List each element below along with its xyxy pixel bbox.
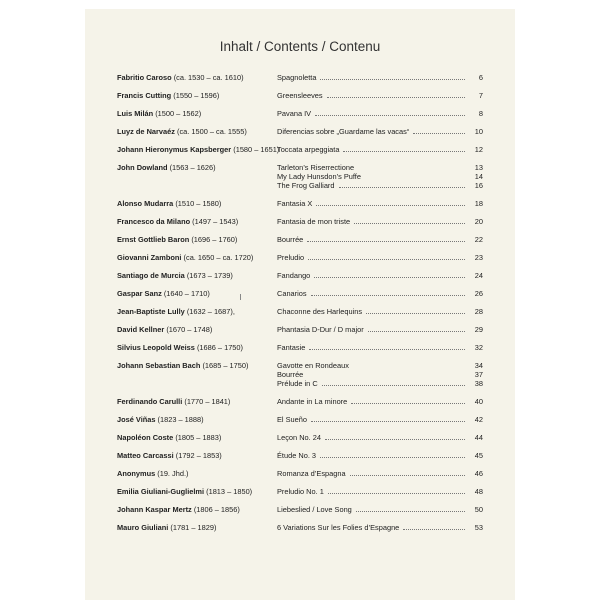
- composer-dates: (1632 – 1687),: [186, 307, 235, 316]
- piece-title: Liebeslied / Love Song: [277, 505, 352, 514]
- composer: [117, 523, 216, 533]
- piece-line: [277, 271, 483, 281]
- dot-leader: [328, 487, 465, 494]
- composer-name: Luis Milán: [117, 109, 154, 118]
- page-number: 18: [474, 199, 483, 208]
- piece-title: Bourrée: [277, 370, 304, 380]
- dot-leader: [351, 397, 465, 404]
- composer: [117, 91, 219, 101]
- composer-dates: (1673 – 1739): [186, 271, 233, 280]
- piece-line: [277, 433, 483, 443]
- composer-name: José Viñas: [117, 415, 156, 424]
- page-number: 28: [474, 307, 483, 316]
- composer-name: Ferdinando Carulli: [117, 397, 183, 406]
- piece-title: Toccata arpeggiata: [277, 145, 340, 154]
- piece-title: Canarios: [277, 289, 307, 298]
- table-of-contents: [85, 9, 515, 600]
- composer-dates: (1792 – 1853): [175, 451, 222, 460]
- composer: [117, 289, 210, 299]
- dot-leader: [315, 109, 465, 116]
- page-number: 40: [474, 397, 483, 406]
- page-number: 7: [478, 91, 483, 100]
- composer-dates: (1550 – 1596): [173, 91, 220, 100]
- composer: [117, 109, 201, 119]
- composer-dates: (1806 – 1856): [193, 505, 240, 514]
- composer: [117, 397, 230, 407]
- dot-leader: [320, 451, 465, 458]
- composer-dates: (1813 – 1850): [206, 487, 253, 496]
- book-page: [85, 9, 515, 600]
- dot-leader: [365, 173, 465, 179]
- composer: [117, 451, 222, 461]
- composer-name: Francis Cutting: [117, 91, 172, 100]
- composer-name: Luyz de Narvaéz: [117, 127, 175, 136]
- composer-name: Francesco da Milano: [117, 217, 191, 226]
- composer-name: Napoléon Coste: [117, 433, 174, 442]
- composer-name: Emilia Giuliani-Guglielmi: [117, 487, 205, 496]
- dot-leader: [356, 505, 465, 512]
- dot-leader: [327, 91, 465, 98]
- piece-line: [277, 469, 483, 479]
- margin-mark: [240, 294, 241, 300]
- page-number: 14: [474, 172, 483, 182]
- page-number: 8: [478, 109, 483, 118]
- piece-line: [277, 199, 483, 209]
- piece-title: Preludio No. 1: [277, 487, 324, 496]
- page-number: 48: [474, 487, 483, 496]
- piece-line: [277, 343, 483, 353]
- composer-name: Matteo Carcassi: [117, 451, 174, 460]
- piece-line: [277, 379, 483, 389]
- composer: [117, 217, 238, 227]
- page-number: 24: [474, 271, 483, 280]
- piece-title: Leçon No. 24: [277, 433, 321, 442]
- piece-title: Andante in La minore: [277, 397, 348, 406]
- piece-title: El Sueño: [277, 415, 307, 424]
- composer-dates: (1781 – 1829): [170, 523, 217, 532]
- page-number: 46: [474, 469, 483, 478]
- piece-title: Prélude in C: [277, 379, 318, 389]
- dot-leader: [325, 433, 465, 440]
- composer-dates: (1685 – 1750): [202, 361, 249, 370]
- composer: [117, 73, 244, 83]
- composer-dates: (1696 – 1760): [191, 235, 238, 244]
- composer: [117, 163, 216, 173]
- composer: [117, 127, 247, 137]
- piece-line: [277, 451, 483, 461]
- composer: [117, 199, 221, 209]
- composer-name: Johann Hieronymus Kapsberger: [117, 145, 232, 154]
- composer: [117, 325, 212, 335]
- piece-line: [277, 325, 483, 335]
- piece-line: [277, 145, 483, 155]
- piece-line: [277, 289, 483, 299]
- dot-leader: [354, 217, 465, 224]
- piece-title: Romanza d’Espagna: [277, 469, 346, 478]
- dot-leader: [343, 145, 465, 152]
- composer-dates: (1510 – 1580): [175, 199, 222, 208]
- composer-name: Jean-Baptiste Lully: [117, 307, 185, 316]
- piece-title: Fandango: [277, 271, 311, 280]
- composer: [117, 253, 253, 263]
- piece-title: Tarleton’s Riserrectione: [277, 163, 355, 172]
- piece-line: [277, 253, 483, 263]
- composer: [117, 145, 279, 155]
- piece-line: [277, 109, 483, 119]
- composer-name: Santiago de Murcia: [117, 271, 185, 280]
- piece-title: Fantasie: [277, 343, 306, 352]
- composer-dates: (1563 – 1626): [169, 163, 216, 172]
- composer-dates: (1580 – 1651): [233, 145, 280, 154]
- piece-title: Bourrée: [277, 235, 304, 244]
- dot-leader: [339, 181, 465, 188]
- composer: [117, 415, 204, 425]
- page-number: 10: [474, 127, 483, 136]
- page-number: 37: [474, 370, 483, 380]
- page-number: 20: [474, 217, 483, 226]
- piece-line: [277, 217, 483, 227]
- composer-name: Gaspar Sanz: [117, 289, 162, 298]
- composer-name: John Dowland: [117, 163, 168, 172]
- composer-name: David Kellner: [117, 325, 165, 334]
- composer-dates: (ca. 1530 – ca. 1610): [173, 73, 244, 82]
- composer-name: Alonso Mudarra: [117, 199, 174, 208]
- page-number: 32: [474, 343, 483, 352]
- page-number: 42: [474, 415, 483, 424]
- dot-leader: [307, 371, 465, 377]
- dot-leader: [413, 127, 465, 134]
- composer: [117, 505, 240, 515]
- composer-dates: (1770 – 1841): [184, 397, 231, 406]
- piece-title: Fantasia X: [277, 199, 313, 208]
- composer: [117, 271, 233, 281]
- dot-leader: [311, 415, 465, 422]
- piece-title: Diferencias sobre „Guardame las vacas“: [277, 127, 410, 136]
- piece-title: The Frog Galliard: [277, 181, 335, 191]
- dot-leader: [307, 235, 465, 242]
- page-title: Inhalt / Contents / Contenu: [219, 39, 381, 54]
- piece-line: [277, 307, 483, 317]
- composer-dates: (ca. 1650 – ca. 1720): [183, 253, 254, 262]
- dot-leader: [322, 379, 465, 386]
- dot-leader: [353, 362, 465, 368]
- piece-title: Pavana IV: [277, 109, 312, 118]
- dot-leader: [316, 199, 465, 206]
- dot-leader: [314, 271, 465, 278]
- piece-title: Chaconne des Harlequins: [277, 307, 363, 316]
- composer-dates: (1497 – 1543): [192, 217, 239, 226]
- composer-name: Silvius Leopold Weiss: [117, 343, 195, 352]
- dot-leader: [320, 73, 465, 80]
- piece-title: My Lady Hunsdon’s Puffe: [277, 172, 361, 182]
- composer-dates: (1686 – 1750): [196, 343, 243, 352]
- page-number: 16: [474, 181, 483, 191]
- page-number: 53: [474, 523, 483, 532]
- page-number: 6: [478, 73, 483, 82]
- page-number: 45: [474, 451, 483, 460]
- composer: [117, 307, 235, 317]
- composer-dates: (ca. 1500 – ca. 1555): [176, 127, 247, 136]
- composer: [117, 343, 243, 353]
- piece-title: Greensleeves: [277, 91, 323, 100]
- dot-leader: [403, 523, 465, 530]
- composer-name: Ernst Gottlieb Baron: [117, 235, 190, 244]
- piece-line: [277, 127, 483, 137]
- piece-line: [277, 415, 483, 425]
- composer-name: Fabritio Caroso: [117, 73, 172, 82]
- page-number: 12: [474, 145, 483, 154]
- piece-title: Preludio: [277, 253, 305, 262]
- piece-title: 6 Variations Sur les Folies d’Espagne: [277, 523, 400, 532]
- piece-title: Gavotte en Rondeaux: [277, 361, 349, 370]
- dot-leader: [358, 164, 465, 170]
- piece-line: [277, 181, 483, 191]
- composer-dates: (1805 – 1883): [175, 433, 222, 442]
- composer-dates: (19. Jhd.): [157, 469, 189, 478]
- piece-line: [277, 73, 483, 83]
- page-number: 22: [474, 235, 483, 244]
- dot-leader: [350, 469, 465, 476]
- piece-line: [277, 487, 483, 497]
- page-number: 50: [474, 505, 483, 514]
- piece-line: [277, 505, 483, 515]
- dot-leader: [366, 307, 465, 314]
- piece-line: [277, 397, 483, 407]
- composer: [117, 469, 188, 479]
- composer-name: Giovanni Zamboni: [117, 253, 182, 262]
- composer: [117, 487, 252, 497]
- composer-dates: (1500 – 1562): [155, 109, 202, 118]
- piece-title: Spagnoletta: [277, 73, 317, 82]
- dot-leader: [308, 253, 465, 260]
- page-number: 44: [474, 433, 483, 442]
- composer: [117, 235, 237, 245]
- page-number: 13: [474, 163, 483, 172]
- composer-name: Johann Sebastian Bach: [117, 361, 201, 370]
- composer: [117, 433, 221, 443]
- composer-name: Johann Kaspar Mertz: [117, 505, 192, 514]
- piece-title: Fantasia de mon triste: [277, 217, 351, 226]
- composer-dates: (1823 – 1888): [157, 415, 204, 424]
- piece-line: [277, 91, 483, 101]
- page-number: 38: [474, 379, 483, 389]
- dot-leader: [311, 289, 465, 296]
- page-number: 34: [474, 361, 483, 370]
- dot-leader: [368, 325, 465, 332]
- page-number: 26: [474, 289, 483, 298]
- piece-line: [277, 235, 483, 245]
- composer-dates: (1670 – 1748): [166, 325, 213, 334]
- composer-dates: (1640 – 1710): [163, 289, 210, 298]
- piece-line: [277, 523, 483, 533]
- page-number: 23: [474, 253, 483, 262]
- composer: [117, 361, 248, 371]
- page-number: 29: [474, 325, 483, 334]
- dot-leader: [309, 343, 465, 350]
- composer-name: Mauro Giuliani: [117, 523, 169, 532]
- composer-name: Anonymus: [117, 469, 156, 478]
- piece-title: Étude No. 3: [277, 451, 317, 460]
- piece-title: Phantasia D-Dur / D major: [277, 325, 364, 334]
